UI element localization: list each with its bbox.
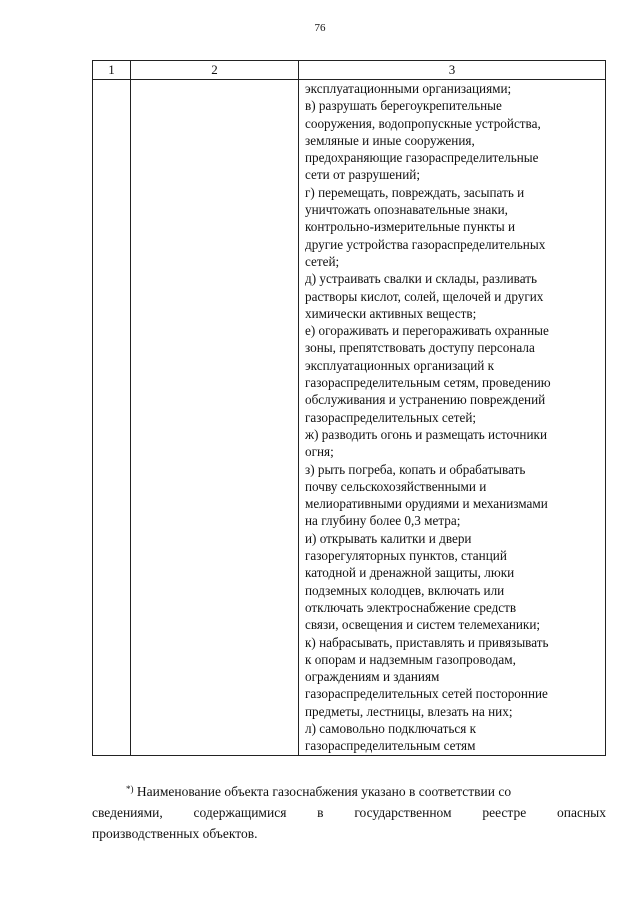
- text-line: зоны, препятствовать доступу персонала: [305, 340, 535, 356]
- text-line: катодной и дренажной защиты, люки: [305, 565, 515, 581]
- text-line: газорегуляторных пунктов, станций: [305, 548, 507, 564]
- table-cell-col2: [131, 80, 299, 756]
- text-line: эксплуатационных организаций к: [305, 357, 495, 373]
- text-line: мелиоративными орудиями и механизмами: [305, 496, 548, 512]
- text-line: отключать электроснабжение средств: [305, 599, 517, 615]
- footnote-line-2: сведениями, содержащимися в государственном реестре опасных: [92, 805, 606, 820]
- table-header-row: [93, 61, 606, 80]
- document-table: [92, 60, 606, 756]
- text-line: и) открывать калитки и двери: [305, 530, 472, 546]
- text-line: газораспределительным сетям, проведению: [305, 375, 551, 391]
- text-line: к) набрасывать, приставлять и привязывать: [305, 634, 549, 650]
- column-header-2: 2: [131, 61, 299, 80]
- text-line: предохраняющие газораспределительные: [305, 150, 539, 166]
- restrictions-text: [305, 80, 601, 755]
- text-line: почву сельскохозяйственными и: [305, 478, 487, 494]
- text-line: уничтожать опознавательные знаки,: [305, 202, 508, 218]
- text-line: другие устройства газораспределительных: [305, 236, 546, 252]
- footnote-marker: *): [126, 784, 134, 794]
- text-line: предметы, лестницы, влезать на них;: [305, 703, 513, 719]
- text-line: л) самовольно подключаться к: [305, 720, 477, 736]
- text-line: в) разрушать берегоукрепительные: [305, 98, 502, 114]
- footnote-text-1: Наименование объекта газоснабжения указано в соответствии со: [136, 784, 512, 799]
- text-line: огня;: [305, 444, 334, 460]
- text-line: сооружения, водопропускные устройства,: [305, 115, 541, 131]
- text-line: обслуживания и устранению повреждений: [305, 392, 546, 408]
- table-cell-col1: [93, 80, 131, 756]
- text-line: д) устраивать свалки и склады, разливать: [305, 271, 537, 287]
- text-line: е) огораживать и перегораживать охранные: [305, 323, 549, 339]
- table-row: [93, 80, 606, 756]
- text-line: газораспределительных сетей посторонние: [305, 686, 548, 702]
- text-line: химически активных веществ;: [305, 305, 477, 321]
- footnote-line-1: [92, 781, 606, 802]
- text-line: г) перемещать, повреждать, засыпать и: [305, 184, 525, 200]
- text-line: эксплуатационными организациями;: [305, 81, 512, 96]
- text-line: к опорам и надземным газопроводам,: [305, 651, 516, 667]
- text-line: растворы кислот, солей, щелочей и других: [305, 288, 544, 304]
- text-line: сетей;: [305, 253, 340, 269]
- text-line: на глубину более 0,3 метра;: [305, 513, 461, 529]
- footnote-line-3: производственных объектов.: [92, 826, 258, 841]
- text-line: земляные и иные сооружения,: [305, 132, 475, 148]
- footnote: [92, 781, 606, 844]
- table-cell-col3: [299, 80, 606, 756]
- text-line: связи, освещения и систем телемеханики;: [305, 617, 541, 633]
- text-line: ж) разводить огонь и размещать источники: [305, 426, 548, 442]
- text-line: сети от разрушений;: [305, 167, 420, 183]
- page-number: 76: [314, 22, 326, 34]
- text-line: подземных колодцев, включать или: [305, 582, 505, 598]
- text-line: з) рыть погреба, копать и обрабатывать: [305, 461, 526, 477]
- text-line: газораспределительных сетей;: [305, 409, 477, 425]
- column-header-1: 1: [93, 61, 131, 80]
- column-header-3: 3: [299, 61, 606, 80]
- text-line: контрольно-измерительные пункты и: [305, 219, 516, 235]
- text-line: ограждениям и зданиям: [305, 669, 440, 685]
- text-line: газораспределительным сетям: [305, 738, 476, 754]
